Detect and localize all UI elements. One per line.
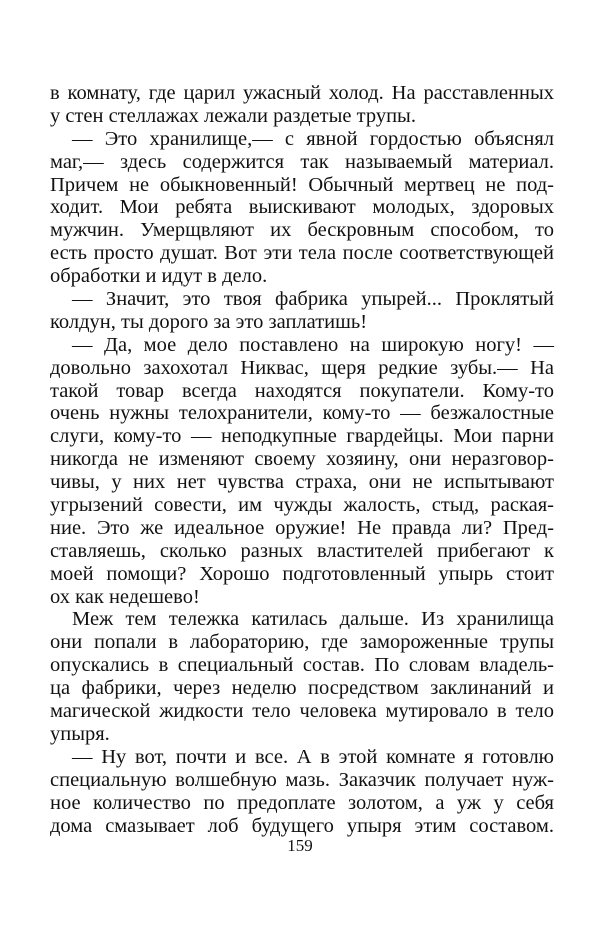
text-line: есть просто душат. Вот эти тела после соответствующей (50, 242, 554, 265)
text-line: ца фабрики, через неделю посредством заклинаний и (50, 677, 554, 700)
text-line: Причем не обыкновенный! Обычный мертвец не под- (50, 173, 554, 196)
text-line: у стен стеллажах лежали раздетые трупы. (50, 104, 416, 127)
text-line: они попали в лабораторию, где замороженные трупы (50, 631, 554, 654)
text-line: угрызений совести, им чужды жалость, стыд, раская- (50, 494, 554, 517)
text-line: очень нужны телохранители, кому-то — безжалостные (50, 402, 554, 425)
text-line: ох как недешево! (50, 585, 200, 608)
text-line: ное количество по предоплате золотом, а уж у себя (50, 791, 554, 814)
text-line: — Ну вот, почти и все. А в этой комнате я готовлю (72, 745, 554, 768)
text-line: дома смазывает лоб будущего упыря этим составом. (50, 814, 554, 837)
text-line: никогда не изменяют своему хозяину, они неразговор- (50, 448, 554, 471)
text-line: колдун, ты дорого за это заплатишь! (50, 310, 368, 333)
text-line: в комнату, где царил ужасный холод. На расставленных (50, 82, 554, 104)
text-line: — Да, мое дело поставлено на широкую ногу! — (72, 333, 554, 356)
text-line: чивы, у них нет чувства страха, они не испытывают (50, 471, 554, 494)
text-line: — Это хранилище,— с явной гордостью объяснял (72, 127, 554, 150)
text-line: моей помощи? Хорошо подготовленный упырь стоит (50, 562, 554, 585)
text-line: маг,— здесь содержится так называемый материал. (50, 150, 554, 173)
text-line: слуги, кому-то — неподкупные гвардейцы. Мои парни (50, 425, 554, 448)
text-line: Меж тем тележка катилась дальше. Из хранилища (72, 608, 554, 631)
text-line: опускались в специальный состав. По словам владель- (50, 654, 554, 677)
text-line: ходит. Мои ребята выискивают молодых, здоровых (50, 196, 554, 219)
text-line: ставляешь, сколько разных властителей прибегают к (50, 539, 554, 562)
text-line: довольно захохотал Никвас, щеря редкие зубы.— На (50, 356, 554, 379)
text-line: упыря. (50, 722, 110, 745)
page-number: 159 (287, 836, 313, 855)
text-line: специальную волшебную мазь. Заказчик получает нуж- (50, 768, 554, 791)
text-line: ние. Это же идеальное оружие! Не правда ли? Пред- (50, 516, 554, 539)
book-page-text (50, 82, 554, 837)
text-line: такой товар всегда находятся покупатели. Кому-то (50, 379, 554, 402)
text-line: обработки и идут в дело. (50, 265, 268, 288)
text-line: магической жидкости тело человека мутировало в тело (50, 700, 554, 723)
text-line: — Значит, это твоя фабрика упырей... Проклятый (72, 288, 554, 311)
text-line: мужчин. Умерщвляют их бескровным способом, то (50, 219, 554, 242)
